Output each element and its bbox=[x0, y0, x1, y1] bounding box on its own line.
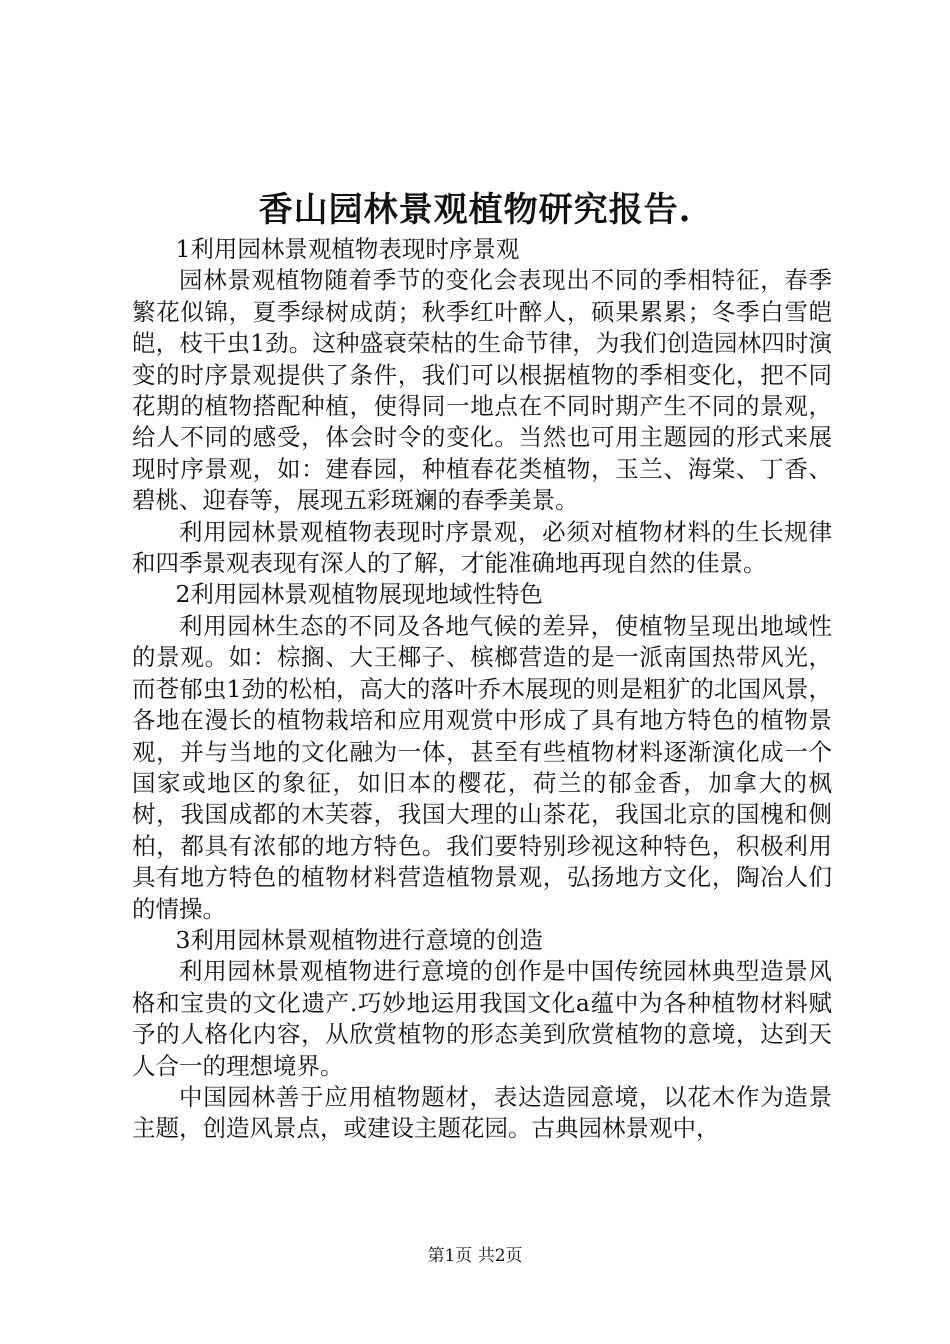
body-paragraph: 中国园林善于应用植物题材，表达造园意境，以花木作为造景主题，创造风景点，或建设主题花园。古典园林景观中， bbox=[132, 1082, 832, 1143]
section-heading-1: 1利用园林景观植物表现时序景观 bbox=[175, 235, 520, 263]
body-paragraph: 利用园林生态的不同及各地气候的差异，使植物呈现出地域性的景观。如：棕搁、大王椰子、槟榔营造的是一派南国热带风光，而苍郁虫1劲的松柏，高大的落叶乔木展现的则是粗犷的北国风景，各地在漫长的植物栽培和应用观赏中形成了具有地方特色的植物景观，并与当地的文化融为一体，甚至有些植物材料逐渐演化成一个国家或地区的象征，如旧本的樱花，荷兰的郁金香，加拿大的枫树，我国成都的木芙蓉，我国大理的山茶花，我国北京的国槐和侧柏，都具有浓郁的地方特色。我们要特别珍视这种特色，积极利用具有地方特色的植物材料营造植物景观，弘扬地方文化，陶冶人们的情操。 bbox=[132, 611, 832, 923]
body-paragraph: 利用园林景观植物表现时序景观，必须对植物材料的生长规律和四季景观表现有深人的了解，才能准确地再现自然的佳景。 bbox=[132, 517, 832, 578]
document-title: 香山园林景观植物研究报告. bbox=[258, 190, 692, 230]
body-paragraph: 园林景观植物随着季节的变化会表现出不同的季相特征，春季繁花似锦，夏季绿树成荫；秋季红叶醉人，硕果累累；冬季白雪皑皑，枝干虫1劲。这种盛衰荣枯的生命节律，为我们创造园林四时演变的时序景观提供了条件，我们可以根据植物的季相变化，把不同花期的植物搭配种植，使得同一地点在不同时期产生不同的景观，给人不同的感受，体会时令的变化。当然也可用主题园的形式来展现时序景观，如：建春园，种植春花类植物，玉兰、海棠、丁香、碧桃、迎春等，展现五彩斑斓的春季美景。 bbox=[132, 266, 832, 515]
body-paragraph: 利用园林景观植物进行意境的创作是中国传统园林典型造景风格和宝贵的文化遗产.巧妙地运用我国文化a蕴中为各种植物材料赋予的人格化内容，从欣赏植物的形态美到欣赏植物的意境，达到天人合一的理想境界。 bbox=[132, 957, 832, 1080]
section-heading-2: 2利用园林景观植物展现地域性特色 bbox=[175, 580, 543, 609]
document-body bbox=[132, 234, 832, 1145]
section-heading-3: 3利用园林景观植物进行意境的创造 bbox=[175, 925, 543, 954]
page-footer: 第1页 共2页 bbox=[427, 1246, 523, 1266]
